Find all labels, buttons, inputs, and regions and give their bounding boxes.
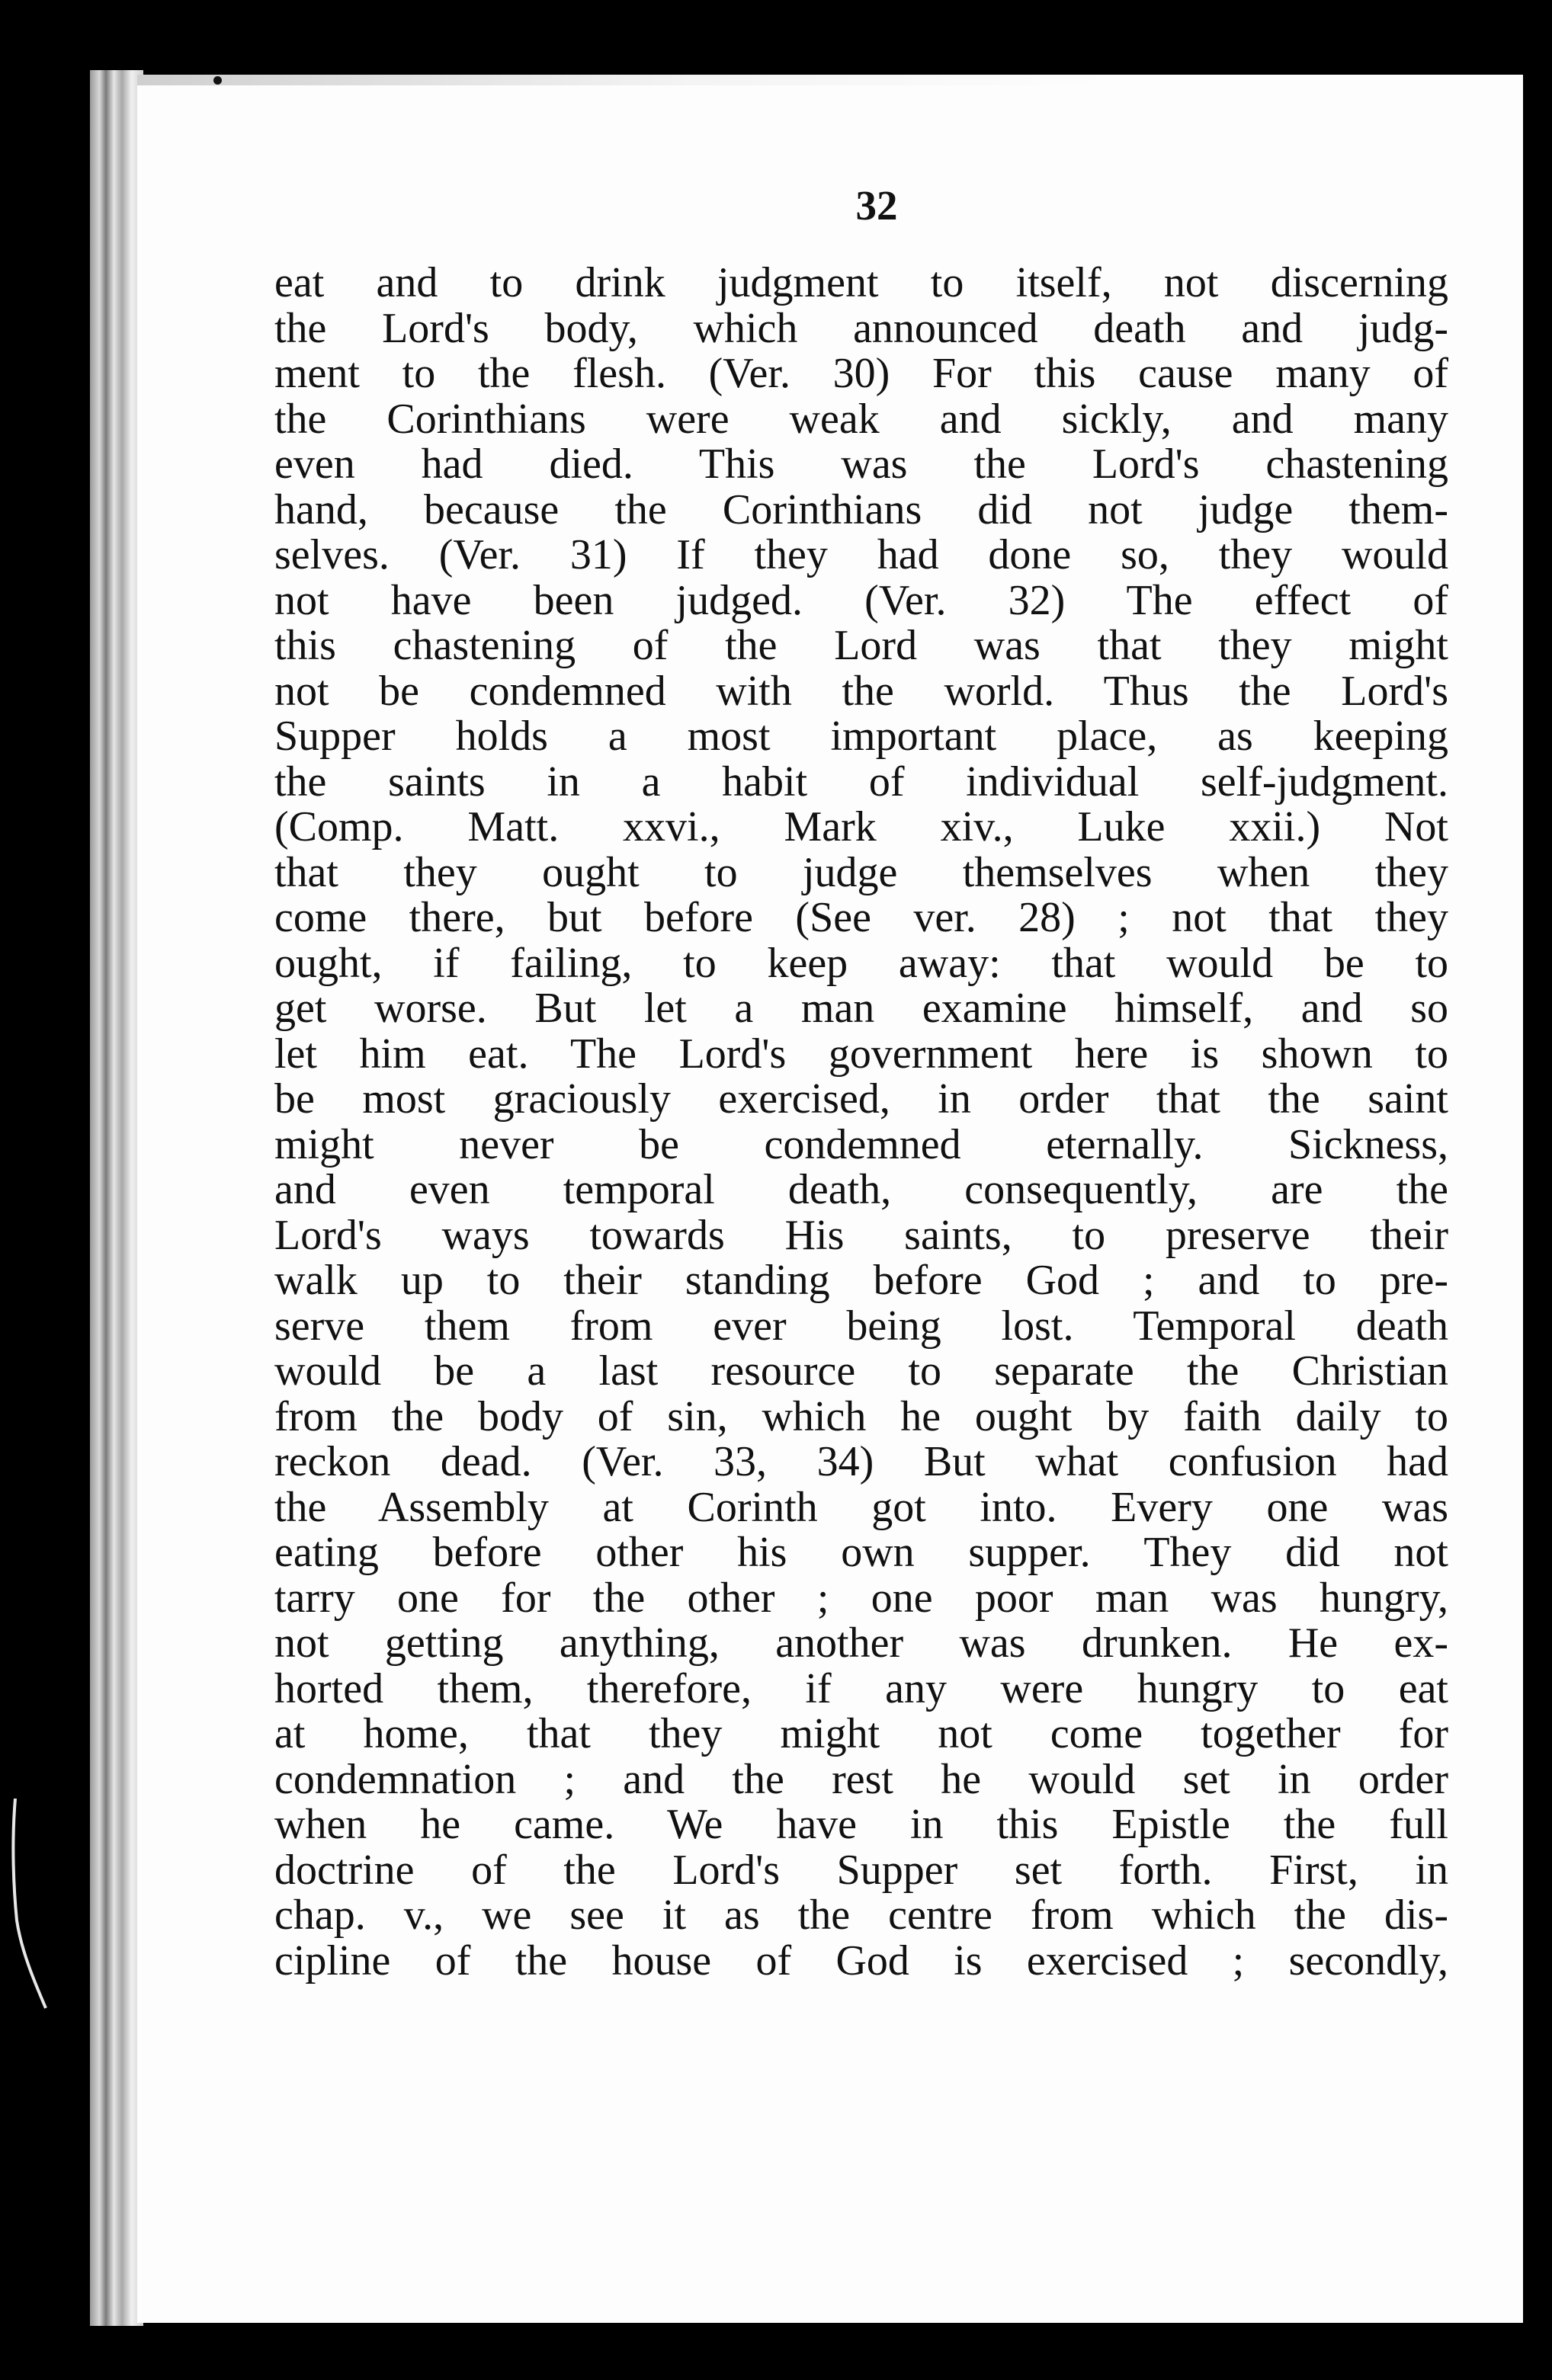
text-line: hand, because the Corinthians did not judge them- xyxy=(274,485,1448,533)
text-line: cipline of the house of God is exercised ; secondly, xyxy=(274,1936,1448,1984)
text-line: even had died. This was the Lord's chastening xyxy=(274,440,1448,488)
text-line: Supper holds a most important place, as keeping xyxy=(274,713,1448,760)
text-line: the Lord's body, which announced death and judg- xyxy=(274,304,1448,352)
book-spine-edge xyxy=(90,70,143,2326)
text-line: eating before other his own supper. They did not xyxy=(274,1529,1448,1576)
text-line: this chastening of the Lord was that they might xyxy=(274,622,1448,669)
text-line: let him eat. The Lord's government here is shown to xyxy=(274,1030,1448,1078)
text-line: the Corinthians were weak and sickly, and many xyxy=(274,395,1448,443)
text-line: serve them from ever being lost. Temporal death xyxy=(274,1302,1448,1350)
text-line: selves. (Ver. 31) If they had done so, they would xyxy=(274,531,1448,578)
text-line: not getting anything, another was drunken. He ex- xyxy=(274,1619,1448,1667)
text-line: ment to the flesh. (Ver. 30) For this cause many of xyxy=(274,350,1448,397)
text-line: walk up to their standing before God ; and to pre- xyxy=(274,1257,1448,1304)
text-line: the Assembly at Corinth got into. Every one was xyxy=(274,1483,1448,1531)
text-line: not have been judged. (Ver. 32) The effect of xyxy=(274,576,1448,624)
text-line: condemnation ; and the rest he would set in order xyxy=(274,1755,1448,1803)
margin-scratch-mark xyxy=(8,1799,53,2012)
page-number: 32 xyxy=(855,182,898,229)
text-line: Lord's ways towards His saints, to preserve their xyxy=(274,1211,1448,1259)
text-line: the saints in a habit of individual self-judgment. xyxy=(274,758,1448,806)
body-text xyxy=(274,261,1448,1984)
text-line: doctrine of the Lord's Supper set forth. First, in xyxy=(274,1846,1448,1894)
text-line: eat and to drink judgment to itself, not discerning xyxy=(274,259,1448,306)
text-line: that they ought to judge themselves when they xyxy=(274,848,1448,896)
ink-speck xyxy=(213,76,222,85)
text-line: and even temporal death, consequently, are the xyxy=(274,1166,1448,1213)
text-line: reckon dead. (Ver. 33, 34) But what confusion had xyxy=(274,1438,1448,1485)
text-line: not be condemned with the world. Thus the Lord's xyxy=(274,667,1448,715)
page-top-edge xyxy=(137,75,1523,85)
text-line: would be a last resource to separate the Christian xyxy=(274,1347,1448,1395)
text-line: come there, but before (See ver. 28) ; not that they xyxy=(274,894,1448,941)
text-line: when he came. We have in this Epistle the full xyxy=(274,1801,1448,1848)
text-line: get worse. But let a man examine himself, and so xyxy=(274,985,1448,1032)
text-line: from the body of sin, which he ought by faith daily to xyxy=(274,1392,1448,1440)
text-line: (Comp. Matt. xxvi., Mark xiv., Luke xxii.) Not xyxy=(274,803,1448,850)
text-line: might never be condemned eternally. Sickness, xyxy=(274,1120,1448,1168)
text-line: horted them, therefore, if any were hungry to eat xyxy=(274,1664,1448,1712)
text-line: tarry one for the other ; one poor man was hungry, xyxy=(274,1574,1448,1622)
text-line: ought, if failing, to keep away: that would be to xyxy=(274,939,1448,987)
text-line: chap. v., we see it as the centre from which the dis- xyxy=(274,1892,1448,1939)
text-line: at home, that they might not come together for xyxy=(274,1710,1448,1757)
text-line: be most graciously exercised, in order that the saint xyxy=(274,1075,1448,1123)
